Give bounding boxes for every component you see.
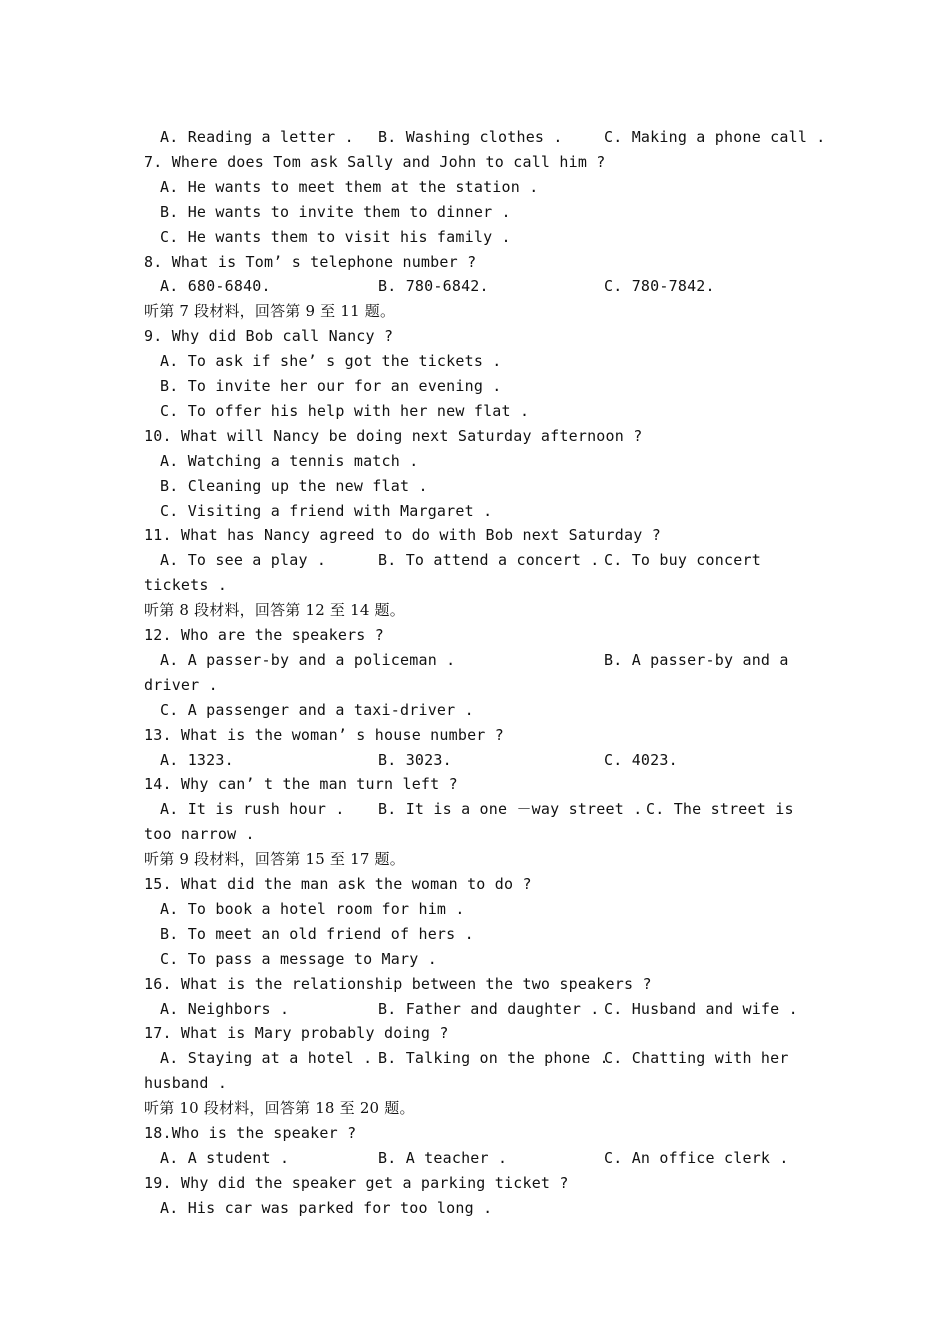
answer-option: B. To meet an old friend of hers .: [160, 924, 474, 943]
question-line: tickets .: [144, 576, 228, 595]
answer-option: C. 4023.: [604, 750, 678, 769]
answer-option: C. An office clerk .: [604, 1148, 789, 1167]
answer-option: C. 780-7842.: [604, 277, 715, 296]
question-line: 13. What is the woman’ s house number ?: [144, 725, 504, 744]
answer-option: C. The street is: [646, 800, 794, 819]
question-line: 17. What is Mary probably doing ?: [144, 1024, 449, 1043]
answer-option: C. To pass a message to Mary .: [160, 949, 437, 968]
answer-option: C. Visiting a friend with Margaret .: [160, 501, 493, 520]
answer-option: C. He wants them to visit his family .: [160, 227, 511, 246]
question-line: 14. Why can’ t the man turn left ?: [144, 775, 458, 794]
answer-option: A. Reading a letter .: [160, 128, 354, 146]
answer-option: A. His car was parked for too long .: [160, 1198, 493, 1217]
answer-option: B. To invite her our for an evening .: [160, 377, 502, 395]
question-line: 7. Where does Tom ask Sally and John to call him ?: [144, 152, 606, 171]
answer-option: A. Staying at a hotel .: [160, 1049, 373, 1068]
question-line: 12. Who are the speakers ?: [144, 626, 384, 644]
question-line: 19. Why did the speaker get a parking ticket ?: [144, 1173, 569, 1192]
answer-option: C. Chatting with her: [604, 1049, 789, 1068]
question-line: 11. What has Nancy agreed to do with Bob next Saturday ?: [144, 526, 661, 545]
question-line: 9. Why did Bob call Nancy ?: [144, 327, 394, 346]
answer-option: A. Neighbors .: [160, 999, 290, 1018]
question-line: 16. What is the relationship between the two speakers ?: [144, 974, 652, 993]
answer-option: C. To offer his help with her new flat .: [160, 401, 530, 420]
section-heading: 听第 7 段材料，回答第 9 至 11 题。: [144, 302, 396, 321]
question-line: too narrow .: [144, 825, 255, 844]
question-line: 10. What will Nancy be doing next Saturday afternoon ?: [144, 426, 643, 445]
answer-option: B. It is a one －way street .: [378, 800, 643, 819]
answer-option: B. Talking on the phone .: [378, 1049, 609, 1068]
answer-option: A. To ask if she’ s got the tickets .: [160, 352, 502, 371]
answer-option: A. Watching a tennis match .: [160, 451, 419, 470]
answer-option: C. Husband and wife .: [604, 999, 798, 1018]
answer-option: A. It is rush hour .: [160, 800, 345, 819]
question-line: 18.Who is the speaker ?: [144, 1124, 357, 1142]
answer-option: A. A student .: [160, 1148, 290, 1167]
answer-option: B. Father and daughter .: [378, 999, 600, 1018]
section-heading: 听第 8 段材料，回答第 12 至 14 题。: [144, 601, 405, 620]
answer-option: C. Making a phone call .: [604, 128, 826, 146]
answer-option: B. To attend a concert .: [378, 551, 600, 570]
answer-option: B. 780-6842.: [378, 277, 489, 296]
answer-option: B. Cleaning up the new flat .: [160, 476, 428, 495]
answer-option: B. 3023.: [378, 750, 452, 769]
section-heading: 听第 10 段材料，回答第 18 至 20 题。: [144, 1099, 415, 1118]
answer-option: A. A passer-by and a policeman .: [160, 650, 456, 669]
question-line: driver .: [144, 675, 218, 694]
answer-option: A. 680-6840.: [160, 277, 271, 296]
answer-option: C. To buy concert: [604, 551, 761, 570]
question-line: 15. What did the man ask the woman to do ?: [144, 875, 532, 893]
answer-option: C. A passenger and a taxi-driver .: [160, 700, 474, 719]
section-heading: 听第 9 段材料，回答第 15 至 17 题。: [144, 850, 405, 869]
answer-option: A. 1323.: [160, 750, 234, 769]
answer-option: B. He wants to invite them to dinner .: [160, 202, 511, 221]
answer-option: B. A passer-by and a: [604, 650, 789, 669]
question-line: 8. What is Tom’ s telephone number ?: [144, 252, 477, 271]
answer-option: B. Washing clothes .: [378, 128, 563, 146]
answer-option: A. To see a play .: [160, 551, 327, 570]
answer-option: A. To book a hotel room for him .: [160, 899, 465, 918]
answer-option: A. He wants to meet them at the station .: [160, 177, 539, 196]
answer-option: B. A teacher .: [378, 1148, 508, 1167]
question-line: husband .: [144, 1074, 228, 1093]
